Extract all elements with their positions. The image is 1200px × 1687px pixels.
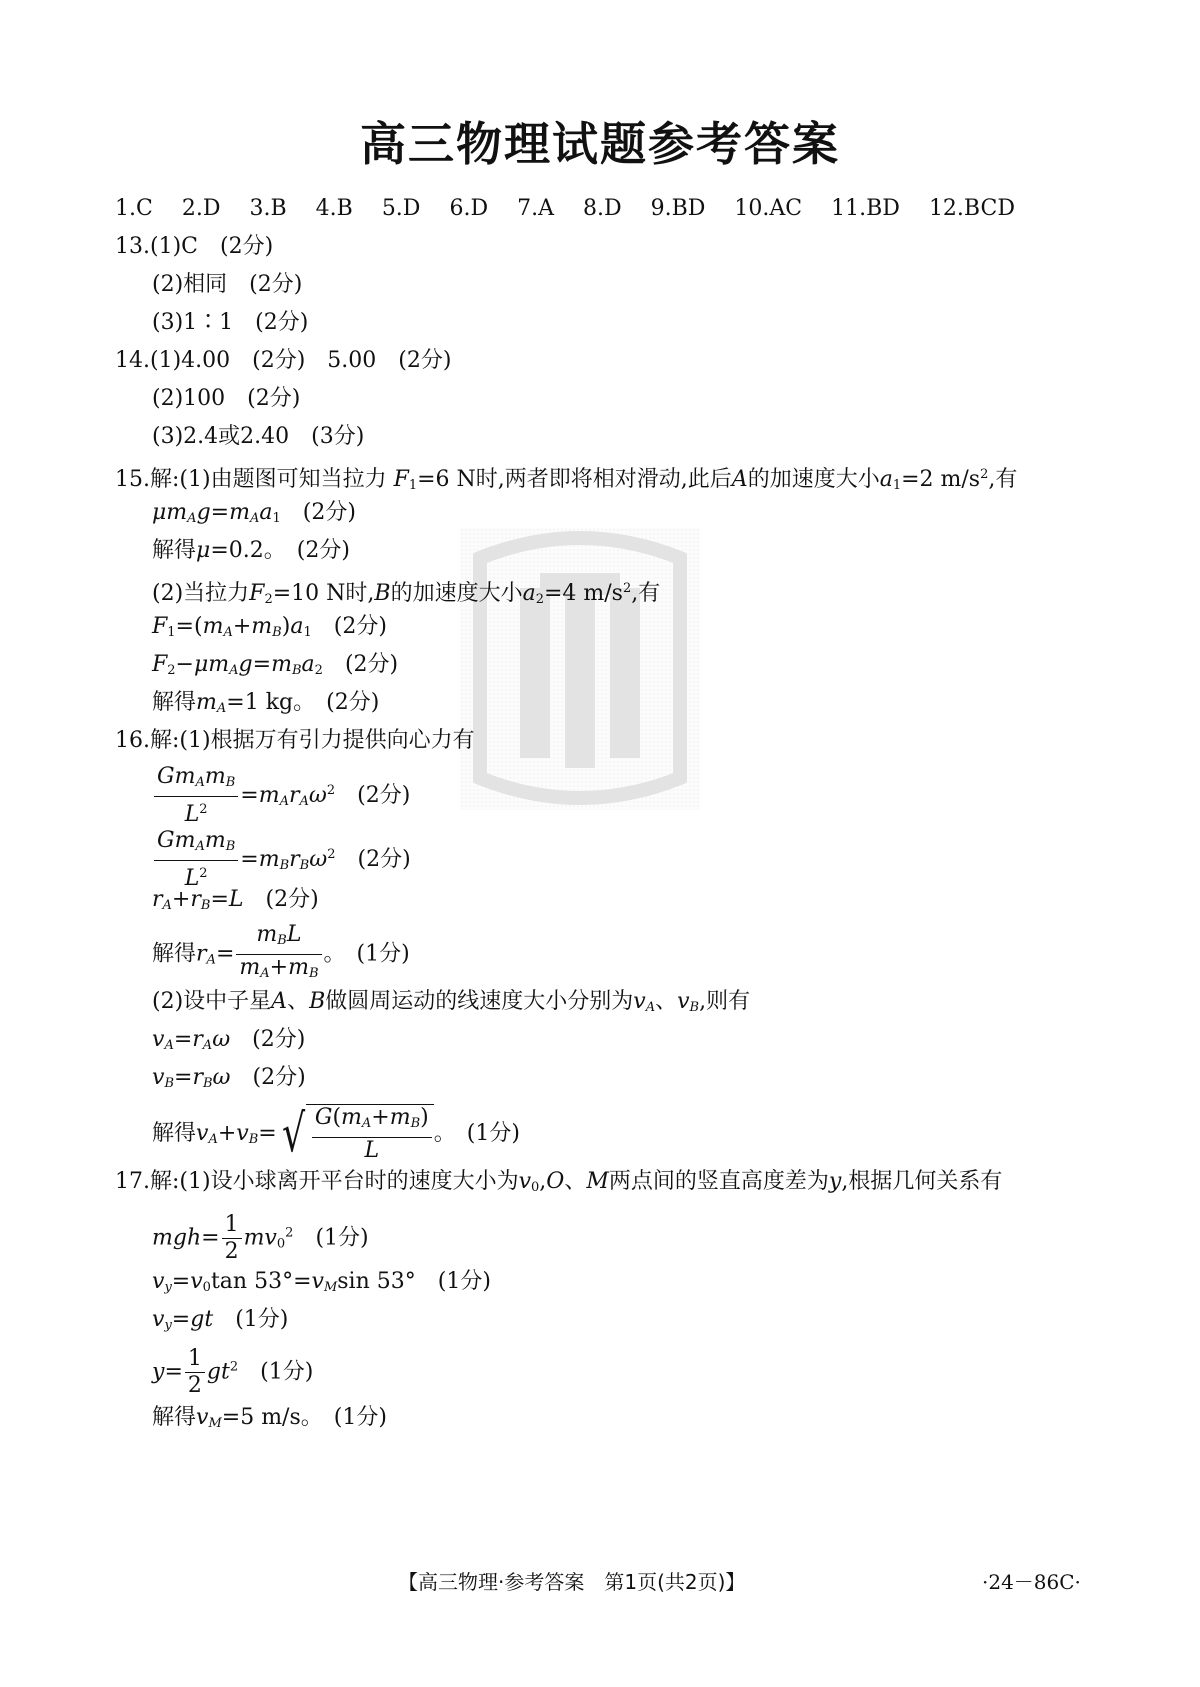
text: 15.解:(1)由题图可知当拉力: [115, 467, 387, 492]
q16-eq2: $\frac{Gm_Am_B}{L^2}$ $=m_Br_B\omega^2$ (2分): [152, 828, 411, 892]
mc-answer: 6.D: [449, 196, 489, 221]
score: (2分): [344, 652, 399, 677]
mc-answer: 5.D: [381, 196, 421, 221]
mc-answer: 2.D: [181, 196, 221, 221]
mc-answer: 7.A: [517, 196, 554, 221]
mc-answer: 9.BD: [650, 196, 706, 221]
page-footer: 【高三物理·参考答案 第1页(共2页)】: [398, 1570, 746, 1594]
q14-part1: 14.(1)4.00 (2分) 5.00 (2分): [115, 348, 452, 373]
score: (2分): [333, 614, 387, 639]
q17-eq1: mgh= $\frac{1}{2}$ $mv_0^2$ (1分): [152, 1212, 369, 1264]
text: 解得: [152, 690, 197, 715]
q17-eq3: $v_y=gt$ (1分): [152, 1307, 289, 1333]
q15-intro: 15.解:(1)由题图可知当拉力 $F_1=6$ N时,两者即将相对滑动,此后A的加速度大小$a_1=2$ $m/s^2$,有: [115, 467, 1018, 493]
text: 解得: [152, 941, 197, 967]
score: (1分): [356, 941, 410, 967]
document-code: ·24－86C·: [982, 1570, 1081, 1594]
mc-answer: 4.B: [315, 196, 353, 221]
q16-part2: (2)设中子星A、B做圆周运动的线速度大小分别为$v_A$、$v_B$,则有: [152, 989, 751, 1015]
q15-solve2: 解得$m_A=1$ kg。 (2分): [152, 690, 380, 716]
q13-part2: (2)相同 (2分): [152, 272, 303, 297]
q16-solve2: 解得$v_A+v_B=$ √ $\frac{G(m_A+m_B)}{L}$ 。 (1分): [152, 1104, 520, 1164]
q15-solve1: 解得μ=0.2。 (2分): [152, 538, 350, 563]
q16-intro: 16.解:(1)根据万有引力提供向心力有: [115, 728, 475, 753]
text: ,有: [988, 467, 1018, 492]
q17-solve: 解得$v_M=5$ m/s。 (1分): [152, 1405, 387, 1431]
score: (2分): [252, 1027, 306, 1052]
score: (2分): [296, 538, 350, 563]
q15-eq2: $F_1=(m_A+m_B)a_1$ (2分): [152, 614, 387, 640]
score: (1分): [466, 1121, 520, 1146]
text: =10 N时,: [272, 581, 375, 606]
page-title: 高三物理试题参考答案: [360, 117, 840, 171]
q14-part3: (3)2.4或2.40 (3分): [152, 424, 365, 449]
q17-eq2: $v_y=v_0\tan$ $53^\circ=v_M\sin$ 53° (1分): [152, 1269, 491, 1295]
mc-answer: 8.D: [582, 196, 622, 221]
text: =6 N时,两者即将相对滑动,此后: [417, 467, 732, 492]
text: 解得: [152, 1121, 197, 1146]
text: =2 m/s: [901, 467, 981, 492]
score: (2分): [357, 847, 411, 872]
q13-part3: (3)1∶1 (2分): [152, 310, 309, 335]
text: =5 m/s。: [221, 1405, 312, 1430]
q17-intro: 17.解:(1)设小球离开平台时的速度大小为$v_0,O$、M两点间的竖直高度差为y,根据几何关系有: [115, 1169, 1003, 1195]
mc-answer: 11.BD: [831, 196, 900, 221]
text: =4 m/s: [543, 581, 623, 606]
score: (1分): [260, 1359, 314, 1385]
q15-eq1: $\mu m_Ag=m_Aa_1$ (2分): [152, 500, 356, 526]
score: (1分): [437, 1269, 491, 1294]
q16-eq1: $\frac{Gm_Am_B}{L^2}$ $=m_Ar_A\omega^2$ (2分): [152, 764, 410, 828]
q14-part2: (2)100 (2分): [152, 386, 301, 411]
mc-answer: 3.B: [249, 196, 287, 221]
text: 的加速度大小: [747, 467, 880, 492]
q16-eq-va: $v_A=r_A\omega$ (2分): [152, 1027, 306, 1053]
q16-eq-vb: $v_B=r_B\omega$ (2分): [152, 1065, 306, 1091]
q17-eq4: y= $\frac{1}{2}$ $gt^2$ (1分): [152, 1346, 314, 1398]
text: 做圆周运动的线速度大小分别为: [325, 989, 634, 1014]
score: (2分): [302, 500, 356, 525]
text: =0.2。: [210, 538, 275, 563]
q16-solve1: 解得$r_A=$ $\frac{m_BL}{m_A+m_B}$ 。 (1分): [152, 922, 410, 981]
text: 解得: [152, 1405, 197, 1430]
text: (2)当拉力: [152, 581, 250, 606]
score: (2分): [265, 887, 319, 912]
mc-answers-row: [115, 195, 1037, 223]
text: 解得: [152, 538, 197, 563]
mc-answer: 1.C: [115, 196, 153, 221]
score: (1分): [235, 1307, 289, 1332]
score: (2分): [326, 690, 380, 715]
text: ,有: [631, 581, 661, 606]
watermark-logo-icon: [460, 528, 700, 810]
q16-eq3: $r_A+r_B=L$ (2分): [152, 887, 319, 913]
q15-part2: (2)当拉力$F_2=10$ N时,B的加速度大小$a_2=4$ $m/s^2$,有: [152, 581, 661, 607]
mc-answer: 12.BCD: [928, 196, 1015, 221]
text: ,则有: [699, 989, 751, 1014]
score: (1分): [333, 1405, 387, 1430]
text: 两点间的竖直高度差为: [608, 1169, 829, 1194]
q13-part1: 13.(1)C (2分): [115, 234, 274, 259]
q15-eq3: $F_2-\mu m_Ag=m_Ba_2$ (2分): [152, 652, 399, 678]
text: (2)设中子星: [152, 989, 272, 1014]
text: 的加速度大小: [390, 581, 523, 606]
score: (2分): [252, 1065, 306, 1090]
text: 17.解:(1)设小球离开平台时的速度大小为: [115, 1169, 519, 1194]
mc-answer: 10.AC: [734, 196, 803, 221]
score: (1分): [315, 1225, 369, 1251]
text: =1 kg。: [226, 690, 305, 715]
score: (2分): [357, 783, 411, 808]
text: ,根据几何关系有: [841, 1169, 1003, 1194]
